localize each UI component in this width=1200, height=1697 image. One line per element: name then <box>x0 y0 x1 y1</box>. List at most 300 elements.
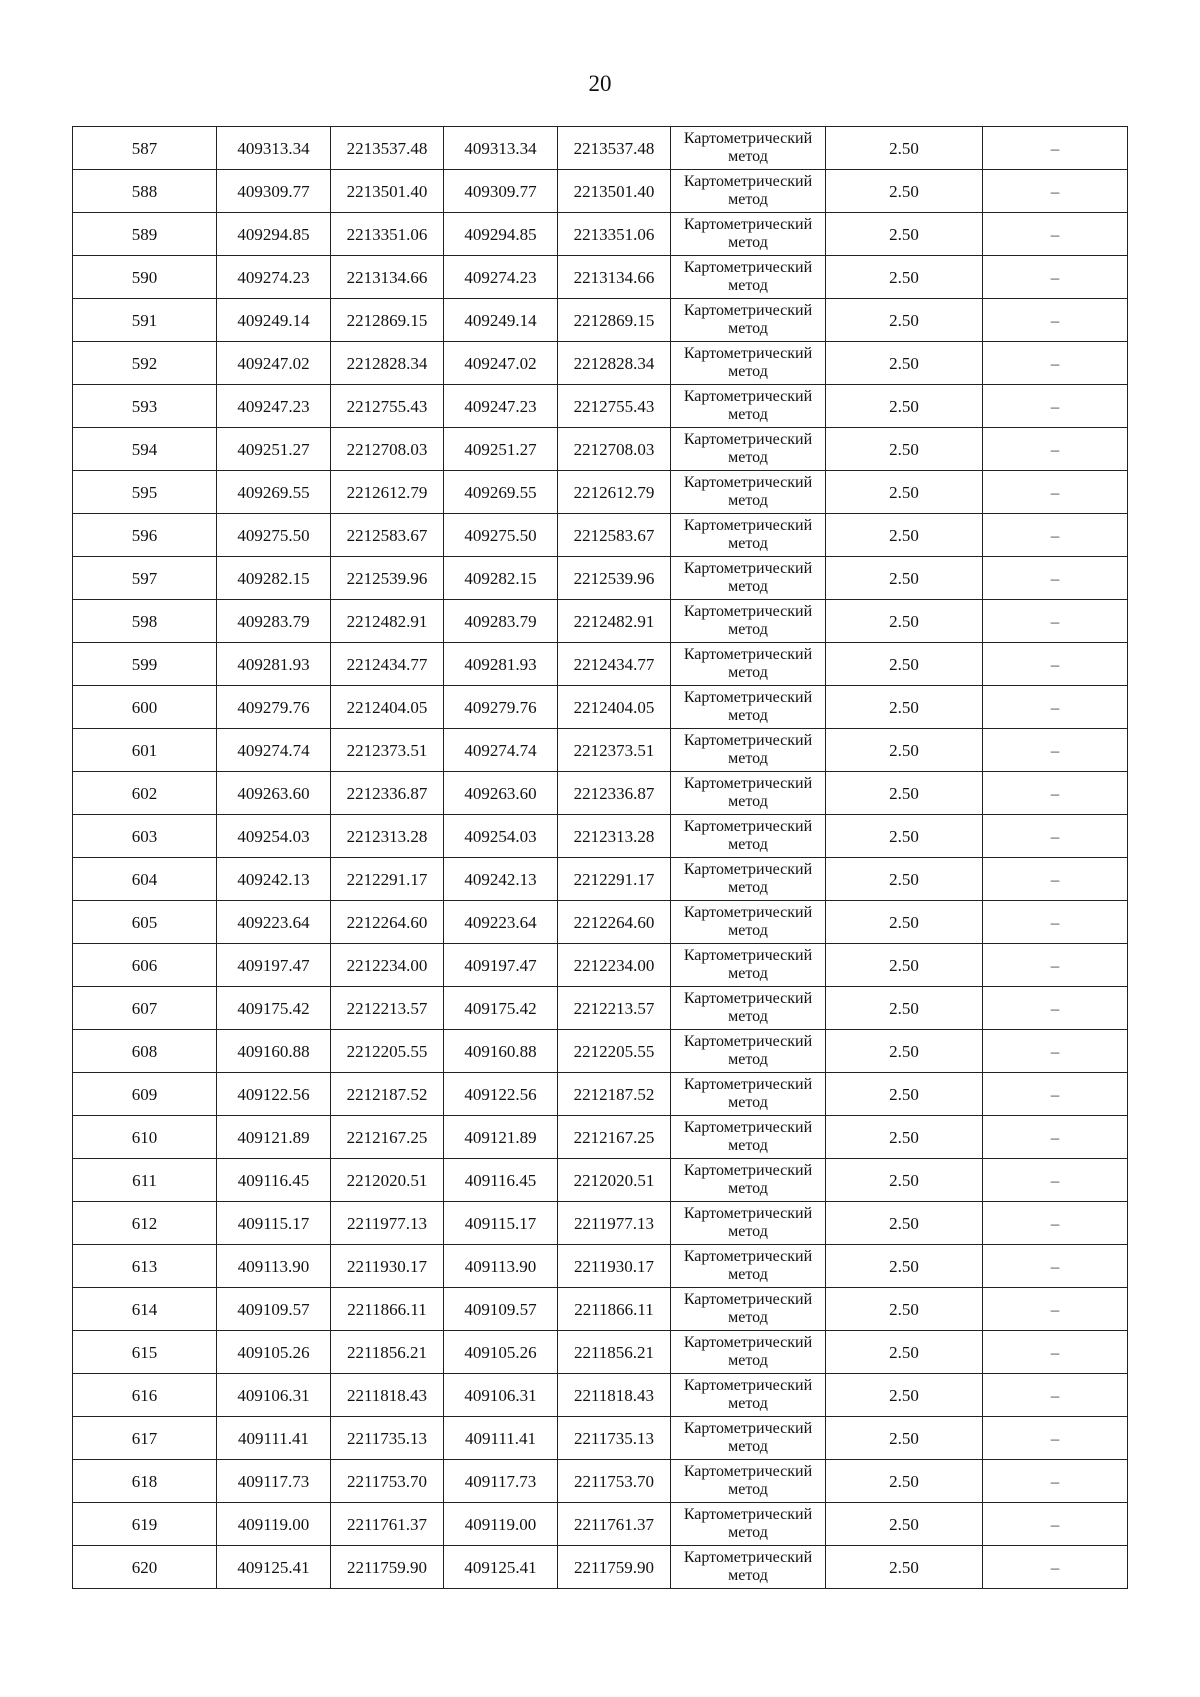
x-new-cell: 409249.14 <box>444 299 558 342</box>
y-existing-cell: 2211930.17 <box>331 1245 444 1288</box>
point-number-cell: 590 <box>73 256 217 299</box>
accuracy-cell: 2.50 <box>826 385 983 428</box>
method-cell: Картометрический метод <box>671 256 826 299</box>
y-existing-cell: 2212583.67 <box>331 514 444 557</box>
accuracy-cell: 2.50 <box>826 729 983 772</box>
method-cell: Картометрический метод <box>671 1073 826 1116</box>
y-new-cell: 2212482.91 <box>558 600 671 643</box>
method-cell: Картометрический метод <box>671 213 826 256</box>
note-cell: – <box>983 1202 1128 1245</box>
y-new-cell: 2212264.60 <box>558 901 671 944</box>
y-new-cell: 2212205.55 <box>558 1030 671 1073</box>
table-row <box>73 256 1128 299</box>
table-row <box>73 643 1128 686</box>
note-cell: – <box>983 1460 1128 1503</box>
note-cell: – <box>983 643 1128 686</box>
x-new-cell: 409283.79 <box>444 600 558 643</box>
x-existing-cell: 409279.76 <box>217 686 331 729</box>
method-cell: Картометрический метод <box>671 772 826 815</box>
point-number-cell: 614 <box>73 1288 217 1331</box>
method-cell: Картометрический метод <box>671 1417 826 1460</box>
y-existing-cell: 2212828.34 <box>331 342 444 385</box>
x-new-cell: 409263.60 <box>444 772 558 815</box>
y-new-cell: 2211759.90 <box>558 1546 671 1589</box>
x-existing-cell: 409197.47 <box>217 944 331 987</box>
method-cell: Картометрический метод <box>671 385 826 428</box>
x-existing-cell: 409119.00 <box>217 1503 331 1546</box>
method-cell: Картометрический метод <box>671 342 826 385</box>
point-number-cell: 595 <box>73 471 217 514</box>
table-row <box>73 1417 1128 1460</box>
point-number-cell: 591 <box>73 299 217 342</box>
y-existing-cell: 2212612.79 <box>331 471 444 514</box>
x-new-cell: 409309.77 <box>444 170 558 213</box>
table-body <box>73 127 1128 1589</box>
x-existing-cell: 409294.85 <box>217 213 331 256</box>
x-existing-cell: 409282.15 <box>217 557 331 600</box>
point-number-cell: 592 <box>73 342 217 385</box>
x-new-cell: 409223.64 <box>444 901 558 944</box>
x-existing-cell: 409263.60 <box>217 772 331 815</box>
accuracy-cell: 2.50 <box>826 256 983 299</box>
note-cell: – <box>983 471 1128 514</box>
note-cell: – <box>983 600 1128 643</box>
note-cell: – <box>983 686 1128 729</box>
x-existing-cell: 409160.88 <box>217 1030 331 1073</box>
method-cell: Картометрический метод <box>671 901 826 944</box>
method-cell: Картометрический метод <box>671 557 826 600</box>
y-existing-cell: 2211735.13 <box>331 1417 444 1460</box>
point-number-cell: 619 <box>73 1503 217 1546</box>
point-number-cell: 620 <box>73 1546 217 1589</box>
y-existing-cell: 2212234.00 <box>331 944 444 987</box>
x-new-cell: 409294.85 <box>444 213 558 256</box>
point-number-cell: 608 <box>73 1030 217 1073</box>
table-row <box>73 127 1128 170</box>
y-existing-cell: 2212539.96 <box>331 557 444 600</box>
x-existing-cell: 409247.02 <box>217 342 331 385</box>
note-cell: – <box>983 299 1128 342</box>
x-new-cell: 409117.73 <box>444 1460 558 1503</box>
y-new-cell: 2212583.67 <box>558 514 671 557</box>
x-existing-cell: 409175.42 <box>217 987 331 1030</box>
x-existing-cell: 409111.41 <box>217 1417 331 1460</box>
method-cell: Картометрический метод <box>671 514 826 557</box>
note-cell: – <box>983 729 1128 772</box>
method-cell: Картометрический метод <box>671 729 826 772</box>
y-existing-cell: 2212708.03 <box>331 428 444 471</box>
y-existing-cell: 2213537.48 <box>331 127 444 170</box>
method-cell: Картометрический метод <box>671 1159 826 1202</box>
accuracy-cell: 2.50 <box>826 127 983 170</box>
x-new-cell: 409242.13 <box>444 858 558 901</box>
y-existing-cell: 2212482.91 <box>331 600 444 643</box>
x-new-cell: 409281.93 <box>444 643 558 686</box>
accuracy-cell: 2.50 <box>826 514 983 557</box>
note-cell: – <box>983 213 1128 256</box>
accuracy-cell: 2.50 <box>826 213 983 256</box>
table-row <box>73 1245 1128 1288</box>
method-cell: Картометрический метод <box>671 299 826 342</box>
note-cell: – <box>983 815 1128 858</box>
point-number-cell: 617 <box>73 1417 217 1460</box>
table-row <box>73 772 1128 815</box>
table-row <box>73 1159 1128 1202</box>
accuracy-cell: 2.50 <box>826 1288 983 1331</box>
x-existing-cell: 409249.14 <box>217 299 331 342</box>
y-existing-cell: 2212264.60 <box>331 901 444 944</box>
method-cell: Картометрический метод <box>671 944 826 987</box>
x-new-cell: 409274.23 <box>444 256 558 299</box>
note-cell: – <box>983 127 1128 170</box>
x-new-cell: 409279.76 <box>444 686 558 729</box>
y-existing-cell: 2212020.51 <box>331 1159 444 1202</box>
y-new-cell: 2212213.57 <box>558 987 671 1030</box>
note-cell: – <box>983 1116 1128 1159</box>
x-existing-cell: 409281.93 <box>217 643 331 686</box>
x-new-cell: 409125.41 <box>444 1546 558 1589</box>
x-existing-cell: 409106.31 <box>217 1374 331 1417</box>
y-new-cell: 2212612.79 <box>558 471 671 514</box>
table-row <box>73 944 1128 987</box>
y-new-cell: 2212336.87 <box>558 772 671 815</box>
method-cell: Картометрический метод <box>671 428 826 471</box>
y-existing-cell: 2212404.05 <box>331 686 444 729</box>
x-existing-cell: 409251.27 <box>217 428 331 471</box>
point-number-cell: 594 <box>73 428 217 471</box>
note-cell: – <box>983 1331 1128 1374</box>
x-existing-cell: 409113.90 <box>217 1245 331 1288</box>
method-cell: Картометрический метод <box>671 1116 826 1159</box>
accuracy-cell: 2.50 <box>826 299 983 342</box>
note-cell: – <box>983 1546 1128 1589</box>
point-number-cell: 603 <box>73 815 217 858</box>
x-new-cell: 409247.23 <box>444 385 558 428</box>
accuracy-cell: 2.50 <box>826 1245 983 1288</box>
x-new-cell: 409282.15 <box>444 557 558 600</box>
table-row <box>73 428 1128 471</box>
accuracy-cell: 2.50 <box>826 643 983 686</box>
accuracy-cell: 2.50 <box>826 901 983 944</box>
y-existing-cell: 2212213.57 <box>331 987 444 1030</box>
accuracy-cell: 2.50 <box>826 815 983 858</box>
y-existing-cell: 2212755.43 <box>331 385 444 428</box>
y-existing-cell: 2212291.17 <box>331 858 444 901</box>
x-new-cell: 409247.02 <box>444 342 558 385</box>
y-new-cell: 2212291.17 <box>558 858 671 901</box>
accuracy-cell: 2.50 <box>826 772 983 815</box>
y-existing-cell: 2211866.11 <box>331 1288 444 1331</box>
accuracy-cell: 2.50 <box>826 1116 983 1159</box>
note-cell: – <box>983 1245 1128 1288</box>
y-existing-cell: 2212869.15 <box>331 299 444 342</box>
x-new-cell: 409111.41 <box>444 1417 558 1460</box>
x-existing-cell: 409115.17 <box>217 1202 331 1245</box>
y-existing-cell: 2213134.66 <box>331 256 444 299</box>
x-new-cell: 409313.34 <box>444 127 558 170</box>
table-row <box>73 170 1128 213</box>
x-existing-cell: 409242.13 <box>217 858 331 901</box>
y-existing-cell: 2212313.28 <box>331 815 444 858</box>
accuracy-cell: 2.50 <box>826 1546 983 1589</box>
point-number-cell: 587 <box>73 127 217 170</box>
note-cell: – <box>983 1417 1128 1460</box>
point-number-cell: 598 <box>73 600 217 643</box>
y-new-cell: 2213351.06 <box>558 213 671 256</box>
note-cell: – <box>983 772 1128 815</box>
y-new-cell: 2212373.51 <box>558 729 671 772</box>
method-cell: Картометрический метод <box>671 471 826 514</box>
point-number-cell: 609 <box>73 1073 217 1116</box>
point-number-cell: 593 <box>73 385 217 428</box>
accuracy-cell: 2.50 <box>826 1331 983 1374</box>
table-row <box>73 815 1128 858</box>
accuracy-cell: 2.50 <box>826 170 983 213</box>
y-new-cell: 2211753.70 <box>558 1460 671 1503</box>
x-new-cell: 409119.00 <box>444 1503 558 1546</box>
accuracy-cell: 2.50 <box>826 1073 983 1116</box>
y-existing-cell: 2212373.51 <box>331 729 444 772</box>
method-cell: Картометрический метод <box>671 1374 826 1417</box>
x-new-cell: 409115.17 <box>444 1202 558 1245</box>
accuracy-cell: 2.50 <box>826 1503 983 1546</box>
table-row <box>73 514 1128 557</box>
y-existing-cell: 2212434.77 <box>331 643 444 686</box>
method-cell: Картометрический метод <box>671 686 826 729</box>
table-row <box>73 1030 1128 1073</box>
y-existing-cell: 2213501.40 <box>331 170 444 213</box>
x-existing-cell: 409274.23 <box>217 256 331 299</box>
accuracy-cell: 2.50 <box>826 1159 983 1202</box>
x-existing-cell: 409117.73 <box>217 1460 331 1503</box>
note-cell: – <box>983 944 1128 987</box>
method-cell: Картометрический метод <box>671 858 826 901</box>
method-cell: Картометрический метод <box>671 1288 826 1331</box>
point-number-cell: 596 <box>73 514 217 557</box>
y-new-cell: 2212234.00 <box>558 944 671 987</box>
method-cell: Картометрический метод <box>671 127 826 170</box>
table-row <box>73 385 1128 428</box>
y-new-cell: 2211761.37 <box>558 1503 671 1546</box>
note-cell: – <box>983 1030 1128 1073</box>
accuracy-cell: 2.50 <box>826 987 983 1030</box>
accuracy-cell: 2.50 <box>826 1417 983 1460</box>
note-cell: – <box>983 987 1128 1030</box>
page-number: 20 <box>588 71 612 96</box>
table-row <box>73 1546 1128 1589</box>
table-row <box>73 1073 1128 1116</box>
y-new-cell: 2212539.96 <box>558 557 671 600</box>
coordinates-table <box>72 126 1128 1589</box>
x-existing-cell: 409223.64 <box>217 901 331 944</box>
accuracy-cell: 2.50 <box>826 1030 983 1073</box>
x-new-cell: 409106.31 <box>444 1374 558 1417</box>
table-row <box>73 213 1128 256</box>
accuracy-cell: 2.50 <box>826 858 983 901</box>
x-new-cell: 409113.90 <box>444 1245 558 1288</box>
y-new-cell: 2212404.05 <box>558 686 671 729</box>
y-existing-cell: 2212167.25 <box>331 1116 444 1159</box>
table-row <box>73 686 1128 729</box>
accuracy-cell: 2.50 <box>826 471 983 514</box>
y-existing-cell: 2211753.70 <box>331 1460 444 1503</box>
x-existing-cell: 409283.79 <box>217 600 331 643</box>
y-new-cell: 2212167.25 <box>558 1116 671 1159</box>
y-existing-cell: 2212336.87 <box>331 772 444 815</box>
point-number-cell: 599 <box>73 643 217 686</box>
method-cell: Картометрический метод <box>671 1202 826 1245</box>
x-existing-cell: 409254.03 <box>217 815 331 858</box>
method-cell: Картометрический метод <box>671 1546 826 1589</box>
method-cell: Картометрический метод <box>671 1245 826 1288</box>
x-new-cell: 409116.45 <box>444 1159 558 1202</box>
x-new-cell: 409105.26 <box>444 1331 558 1374</box>
y-new-cell: 2213134.66 <box>558 256 671 299</box>
note-cell: – <box>983 514 1128 557</box>
x-existing-cell: 409121.89 <box>217 1116 331 1159</box>
x-new-cell: 409254.03 <box>444 815 558 858</box>
y-new-cell: 2212708.03 <box>558 428 671 471</box>
x-existing-cell: 409275.50 <box>217 514 331 557</box>
note-cell: – <box>983 385 1128 428</box>
point-number-cell: 588 <box>73 170 217 213</box>
table-row <box>73 471 1128 514</box>
x-existing-cell: 409116.45 <box>217 1159 331 1202</box>
note-cell: – <box>983 557 1128 600</box>
y-new-cell: 2213501.40 <box>558 170 671 213</box>
method-cell: Картометрический метод <box>671 987 826 1030</box>
method-cell: Картометрический метод <box>671 1460 826 1503</box>
table-row <box>73 557 1128 600</box>
accuracy-cell: 2.50 <box>826 428 983 471</box>
x-existing-cell: 409122.56 <box>217 1073 331 1116</box>
y-new-cell: 2211866.11 <box>558 1288 671 1331</box>
point-number-cell: 615 <box>73 1331 217 1374</box>
point-number-cell: 618 <box>73 1460 217 1503</box>
method-cell: Картометрический метод <box>671 600 826 643</box>
table-row <box>73 1288 1128 1331</box>
note-cell: – <box>983 342 1128 385</box>
x-existing-cell: 409105.26 <box>217 1331 331 1374</box>
y-new-cell: 2211735.13 <box>558 1417 671 1460</box>
x-new-cell: 409274.74 <box>444 729 558 772</box>
note-cell: – <box>983 1503 1128 1546</box>
y-existing-cell: 2212205.55 <box>331 1030 444 1073</box>
accuracy-cell: 2.50 <box>826 944 983 987</box>
y-new-cell: 2212755.43 <box>558 385 671 428</box>
y-new-cell: 2212434.77 <box>558 643 671 686</box>
x-new-cell: 409122.56 <box>444 1073 558 1116</box>
method-cell: Картометрический метод <box>671 815 826 858</box>
x-new-cell: 409197.47 <box>444 944 558 987</box>
point-number-cell: 605 <box>73 901 217 944</box>
x-new-cell: 409175.42 <box>444 987 558 1030</box>
y-new-cell: 2211930.17 <box>558 1245 671 1288</box>
y-new-cell: 2212020.51 <box>558 1159 671 1202</box>
x-existing-cell: 409109.57 <box>217 1288 331 1331</box>
accuracy-cell: 2.50 <box>826 686 983 729</box>
y-existing-cell: 2211977.13 <box>331 1202 444 1245</box>
table-row <box>73 1116 1128 1159</box>
y-new-cell: 2211856.21 <box>558 1331 671 1374</box>
point-number-cell: 604 <box>73 858 217 901</box>
point-number-cell: 616 <box>73 1374 217 1417</box>
x-new-cell: 409109.57 <box>444 1288 558 1331</box>
y-existing-cell: 2211856.21 <box>331 1331 444 1374</box>
x-new-cell: 409160.88 <box>444 1030 558 1073</box>
accuracy-cell: 2.50 <box>826 342 983 385</box>
note-cell: – <box>983 1159 1128 1202</box>
x-new-cell: 409121.89 <box>444 1116 558 1159</box>
method-cell: Картометрический метод <box>671 1030 826 1073</box>
point-number-cell: 600 <box>73 686 217 729</box>
table-row <box>73 729 1128 772</box>
note-cell: – <box>983 428 1128 471</box>
y-existing-cell: 2211761.37 <box>331 1503 444 1546</box>
accuracy-cell: 2.50 <box>826 600 983 643</box>
table-row <box>73 299 1128 342</box>
point-number-cell: 606 <box>73 944 217 987</box>
method-cell: Картометрический метод <box>671 643 826 686</box>
y-new-cell: 2211977.13 <box>558 1202 671 1245</box>
y-new-cell: 2211818.43 <box>558 1374 671 1417</box>
point-number-cell: 589 <box>73 213 217 256</box>
method-cell: Картометрический метод <box>671 1503 826 1546</box>
y-new-cell: 2212869.15 <box>558 299 671 342</box>
y-existing-cell: 2211759.90 <box>331 1546 444 1589</box>
point-number-cell: 611 <box>73 1159 217 1202</box>
y-new-cell: 2212828.34 <box>558 342 671 385</box>
x-existing-cell: 409274.74 <box>217 729 331 772</box>
x-existing-cell: 409247.23 <box>217 385 331 428</box>
note-cell: – <box>983 1073 1128 1116</box>
table-row <box>73 858 1128 901</box>
table-row <box>73 1460 1128 1503</box>
method-cell: Картометрический метод <box>671 1331 826 1374</box>
y-new-cell: 2212313.28 <box>558 815 671 858</box>
table-row <box>73 1503 1128 1546</box>
note-cell: – <box>983 901 1128 944</box>
note-cell: – <box>983 170 1128 213</box>
note-cell: – <box>983 1288 1128 1331</box>
point-number-cell: 612 <box>73 1202 217 1245</box>
y-existing-cell: 2211818.43 <box>331 1374 444 1417</box>
table-row <box>73 901 1128 944</box>
note-cell: – <box>983 858 1128 901</box>
accuracy-cell: 2.50 <box>826 557 983 600</box>
x-existing-cell: 409309.77 <box>217 170 331 213</box>
table-row <box>73 1374 1128 1417</box>
point-number-cell: 613 <box>73 1245 217 1288</box>
y-new-cell: 2213537.48 <box>558 127 671 170</box>
point-number-cell: 602 <box>73 772 217 815</box>
table-row <box>73 342 1128 385</box>
accuracy-cell: 2.50 <box>826 1374 983 1417</box>
point-number-cell: 601 <box>73 729 217 772</box>
table-row <box>73 1331 1128 1374</box>
method-cell: Картометрический метод <box>671 170 826 213</box>
accuracy-cell: 2.50 <box>826 1202 983 1245</box>
y-existing-cell: 2213351.06 <box>331 213 444 256</box>
table-row <box>73 600 1128 643</box>
x-existing-cell: 409313.34 <box>217 127 331 170</box>
table-row <box>73 987 1128 1030</box>
point-number-cell: 597 <box>73 557 217 600</box>
point-number-cell: 607 <box>73 987 217 1030</box>
table-row <box>73 1202 1128 1245</box>
y-existing-cell: 2212187.52 <box>331 1073 444 1116</box>
accuracy-cell: 2.50 <box>826 1460 983 1503</box>
